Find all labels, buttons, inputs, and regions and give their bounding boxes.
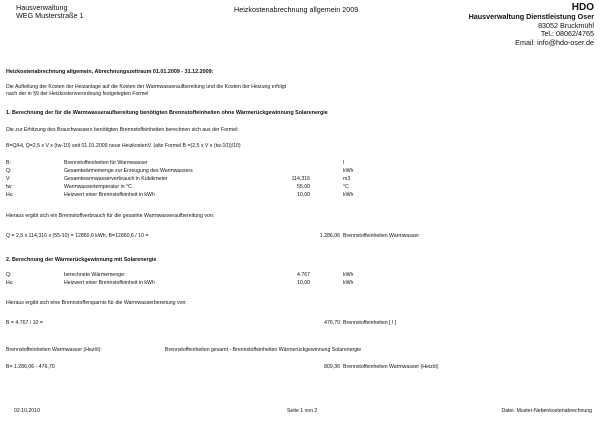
variable-symbol: B: — [6, 160, 11, 166]
savings-formula: B = 4.767 / 10 = — [6, 320, 43, 326]
variable-unit: °C — [343, 184, 349, 190]
variable-description: Brennstoffeinheiten für Warmwasser — [64, 160, 148, 166]
variable-value: 114,316 — [291, 176, 310, 182]
variable-symbol: Q: — [6, 272, 12, 278]
result-label: Brennstoffeinheiten Warmwasser — [343, 233, 420, 239]
intro-heading: Heizkostenabrechnung allgemein, Abrechnungszeitraum 01.01.2009 - 31.12.2009: — [6, 69, 214, 75]
final-value: 809,36 — [324, 364, 340, 370]
variable-symbol: V: — [6, 176, 11, 182]
company-logo: HDO — [571, 2, 594, 13]
section1-variable-table — [0, 160, 420, 200]
company-email: Email: info@hdo-oser.de — [515, 37, 594, 47]
variable-row — [0, 160, 420, 167]
section2-variable-table — [0, 272, 420, 288]
variable-symbol: Q: — [6, 168, 12, 174]
variable-description: Heizwert einer Brennstoffeinheit in kWh — [64, 280, 155, 286]
company-address: 83052 Bruckmühl — [538, 20, 594, 30]
footer-file: Datei: Muster-Nebenkostenabrechnung — [501, 408, 592, 414]
variable-row — [0, 280, 420, 287]
variable-description: Warmwassertemperatur in °C — [64, 184, 132, 190]
variable-value: 10,00 — [297, 192, 310, 198]
intro-line-1: Die Aufteilung der Kosten der Heizanlage auf die Kosten der Warmwasseraufbereitung und die Kosten der Heizung erfolgt — [6, 84, 287, 90]
variable-unit: kWh — [343, 192, 354, 198]
result-value: 1.286,06 — [319, 233, 340, 239]
result-formula: Q = 2,5 x 114,316 x (55-10) = 12860,6 kWh, B=12860,6 / 10 = — [6, 233, 149, 239]
variable-unit: kWh — [343, 168, 354, 174]
variable-row — [0, 176, 420, 183]
variable-unit: m3 — [343, 176, 351, 182]
variable-symbol: Hu — [6, 192, 13, 198]
variable-row — [0, 168, 420, 175]
footer-date: 02.10.2010 — [14, 408, 40, 414]
variable-unit: kWh — [343, 272, 354, 278]
formula-intro: Die zur Erhitzung des Brauchwassers benötigten Brennstoffeinheiten berechnen sich aus der Formel: — [6, 127, 239, 133]
section2-heading: 2. Berechnung der Wärmerückgewinnung mit Solarenergie — [6, 257, 157, 263]
variable-row — [0, 184, 420, 191]
formula-text: B=Q/Hi, Q=2,5 x V x (tw-10) seit 01.01.2009 neue HeizkostenV. (alte Formel B =(2,5 x V x (tw-10))/10) — [6, 143, 241, 149]
intro-line-2: nach der in §9 der Heizkostenverordnung festgelegten Formel — [6, 91, 149, 97]
final-label-left: Brennstoffeinheiten Warmwasser (Hezöl): — [6, 347, 102, 353]
variable-value: 55,00 — [297, 184, 310, 190]
final-formula: B= 1.286,06 - 476,70 — [6, 364, 55, 370]
property-name: WEG Musterstraße 1 — [16, 11, 84, 20]
variable-value: 4.767 — [297, 272, 310, 278]
company-name: Hausverwaltung Dienstleistung Oser — [468, 12, 594, 21]
variable-row — [0, 272, 420, 279]
variable-description: berechnete Wärmemenge: — [64, 272, 126, 278]
final-label-center: Brennstoffeinheiten gesamt - Brennstoffeinheiten Wärmerückgewinnung Solarenergie — [165, 347, 362, 353]
result-intro: Hieraus ergibt sich ein Brennstoffverbrauch für die gesamte Warmwasseraufbereitung von: — [6, 213, 215, 219]
manager-label: Hausverwaltung — [16, 3, 68, 12]
variable-description: Gesamtwarmwasserverbrauch in Kubikmeter — [64, 176, 168, 182]
variable-unit: kWh — [343, 280, 354, 286]
variable-description: Gesamtwärmemenge zur Erzeugung des Warmwassers — [64, 168, 193, 174]
variable-unit: l — [343, 160, 345, 166]
final-value-label: Brennstoffeinheiten Warmwasser (Heizöl) — [343, 364, 439, 370]
document-title: Heizkostenabrechnung allgemein 2009 — [234, 5, 359, 14]
savings-label: Brennstoffeinheiten [ I ] — [343, 320, 397, 326]
variable-value: 10,00 — [297, 280, 310, 286]
savings-intro: Hieraus ergibt sich eine Brennstoffersparnis für die Warmwasserbereitung von: — [6, 300, 187, 306]
variable-symbol: Hu — [6, 280, 13, 286]
section1-heading: 1. Berechnung der für die Warmwasseraufbereitung benötigten Brennstoffeinheiten ohne Wärmerückgewinnung Solarenergie — [6, 110, 328, 116]
variable-row — [0, 192, 420, 199]
variable-description: Heizwert einer Brennstoffeinheit in kWh — [64, 192, 155, 198]
variable-symbol: tw: — [6, 184, 13, 190]
company-phone: Tel.: 08062/4765 — [540, 29, 594, 38]
company-block — [394, 2, 594, 47]
savings-value: 476,70 — [324, 320, 340, 326]
footer-page: Seite 1 von 2 — [287, 408, 318, 414]
